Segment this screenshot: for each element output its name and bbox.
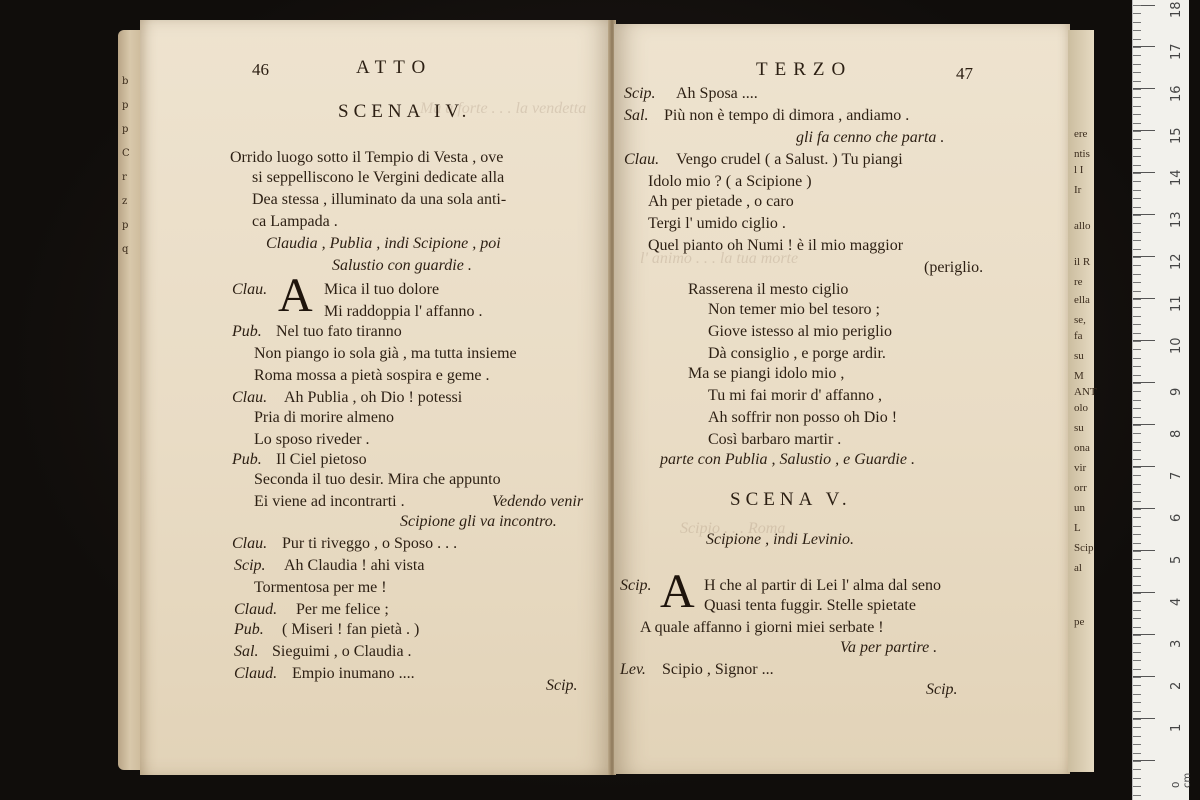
- ruler-number: 11: [1169, 295, 1184, 312]
- ruler-minor-tick: [1133, 669, 1141, 670]
- ruler-minor-tick: [1133, 568, 1141, 569]
- ruler-minor-tick: [1133, 13, 1141, 14]
- verse-line: Seconda il tuo desir. Mira che appunto: [254, 471, 501, 488]
- speaker-label: Lev.: [620, 661, 646, 678]
- running-head: ATTO: [356, 57, 433, 78]
- ruler-minor-tick: [1133, 433, 1141, 434]
- verse-line: Non piango io sola già , ma tutta insieme: [254, 345, 517, 362]
- ruler-minor-tick: [1133, 307, 1141, 308]
- ruler-number: 7: [1169, 471, 1184, 480]
- ruler-minor-tick: [1133, 106, 1141, 107]
- ruler-minor-tick: [1133, 165, 1141, 166]
- ruler-minor-tick: [1133, 702, 1141, 703]
- scene-title: SCENA V.: [730, 489, 852, 510]
- ruler-minor-tick: [1133, 408, 1141, 409]
- aria-line: Ah soffrir non posso oh Dio !: [708, 409, 898, 426]
- ruler-minor-tick: [1133, 47, 1141, 48]
- underpage-fragment: orr: [1074, 482, 1087, 494]
- verse-line: Sieguimi , o Claudia .: [272, 643, 412, 660]
- underpage-fragment: se,: [1074, 314, 1086, 326]
- ruler-minor-tick: [1133, 727, 1141, 728]
- ruler-minor-tick: [1133, 139, 1141, 140]
- ruler-minor-tick: [1133, 719, 1141, 720]
- ruler-minor-tick: [1133, 501, 1141, 502]
- ruler-number: 2: [1169, 681, 1184, 690]
- ruler-number: 1: [1169, 723, 1184, 732]
- catchword: Scip.: [546, 677, 578, 694]
- verse-line: Pria di morire almeno: [254, 409, 394, 426]
- drop-capital: A: [660, 565, 695, 618]
- ruler-minor-tick: [1133, 64, 1141, 65]
- verse-line: Scipio , Signor ...: [662, 661, 774, 678]
- ruler-minor-tick: [1133, 559, 1141, 560]
- ruler-number: 9: [1169, 387, 1184, 396]
- speaker-label: Claud.: [234, 665, 278, 682]
- verse-line: A quale affanno i giorni miei serbate !: [640, 619, 884, 636]
- verse-line: Empio inumano ....: [292, 665, 415, 682]
- underlying-page-edge: [1068, 30, 1097, 772]
- ruler-minor-tick: [1133, 442, 1141, 443]
- ruler-minor-tick: [1133, 694, 1141, 695]
- ruler-minor-tick: [1133, 358, 1141, 359]
- underpage-fragment: l I: [1074, 164, 1084, 176]
- aria-line: Giove istesso al mio periglio: [708, 323, 892, 340]
- underpage-fragment: ona: [1074, 442, 1090, 454]
- ruler-minor-tick: [1133, 375, 1141, 376]
- ruler-minor-tick: [1133, 240, 1141, 241]
- ruler-minor-tick: [1133, 635, 1141, 636]
- ruler-minor-tick: [1133, 173, 1141, 174]
- ruler-minor-tick: [1133, 534, 1141, 535]
- ruler-minor-tick: [1133, 207, 1141, 208]
- ruler-minor-tick: [1133, 400, 1141, 401]
- ruler-minor-tick: [1133, 467, 1141, 468]
- measurement-ruler: [1132, 0, 1193, 800]
- ruler-minor-tick: [1133, 761, 1141, 762]
- bleed-through: Ma a forte . . . la vendetta: [420, 100, 587, 117]
- ruler-minor-tick: [1133, 316, 1141, 317]
- ruler-minor-tick: [1133, 333, 1141, 334]
- ruler-minor-tick: [1133, 610, 1141, 611]
- ruler-minor-tick: [1133, 417, 1141, 418]
- ruler-number: 12: [1169, 253, 1184, 270]
- ruler-minor-tick: [1133, 89, 1141, 90]
- verse-line: Ah Claudia ! ahi vista: [284, 557, 425, 574]
- ruler-minor-tick: [1133, 215, 1141, 216]
- underpage-fragment: L: [1074, 522, 1081, 534]
- ruler-minor-tick: [1133, 593, 1141, 594]
- verse-line: Mica il tuo dolore: [324, 281, 440, 298]
- ruler-minor-tick: [1133, 543, 1141, 544]
- underpage-fragment: un: [1074, 502, 1085, 514]
- characters-line: Salustio con guardie .: [332, 257, 472, 274]
- verse-line: Nel tuo fato tiranno: [276, 323, 402, 340]
- verse-line: Per me felice ;: [296, 601, 389, 618]
- ruler-minor-tick: [1133, 198, 1141, 199]
- ruler-number: 17: [1169, 43, 1184, 60]
- characters-line: Claudia , Publia , indi Scipione , poi: [266, 235, 501, 252]
- ruler-minor-tick: [1133, 753, 1141, 754]
- catchword: Scip.: [926, 681, 958, 698]
- underpage-fragment: re: [1074, 276, 1083, 288]
- ruler-minor-tick: [1133, 274, 1141, 275]
- ruler-minor-tick: [1133, 97, 1141, 98]
- ruler-minor-tick: [1133, 585, 1141, 586]
- stage-direction: gli fa cenno che parta .: [796, 129, 945, 146]
- verse-line: Quasi tenta fuggir. Stelle spietate: [704, 597, 916, 614]
- ruler-unit: 0 cm: [1171, 772, 1193, 788]
- ruler-minor-tick: [1133, 291, 1141, 292]
- aria-line: Così barbaro martir .: [708, 431, 842, 448]
- ruler-minor-tick: [1133, 677, 1141, 678]
- ruler-minor-tick: [1133, 475, 1141, 476]
- ruler-minor-tick: [1133, 450, 1141, 451]
- ruler-number: 6: [1169, 513, 1184, 522]
- speaker-label: Sal.: [624, 107, 649, 124]
- verse-line: (periglio.: [924, 259, 984, 276]
- speaker-label: Clau.: [624, 151, 660, 168]
- ruler-minor-tick: [1133, 795, 1141, 796]
- ruler-minor-tick: [1133, 324, 1141, 325]
- ruler-number: 18: [1169, 1, 1184, 18]
- underpage-fragment: ANT: [1074, 386, 1097, 398]
- underpage-fragment: fa: [1074, 330, 1083, 342]
- ruler-minor-tick: [1133, 711, 1141, 712]
- verse-line: Roma mossa a pietà sospira e geme .: [254, 367, 490, 384]
- ruler-minor-tick: [1133, 257, 1141, 258]
- ruler-minor-tick: [1133, 181, 1141, 182]
- ruler-minor-tick: [1133, 736, 1141, 737]
- ruler-number: 10: [1169, 337, 1184, 354]
- underpage-fragment: al: [1074, 562, 1082, 574]
- verse-line: Ah per pietade , o caro: [648, 193, 794, 210]
- ruler-minor-tick: [1133, 509, 1141, 510]
- ruler-minor-tick: [1133, 39, 1141, 40]
- ruler-minor-tick: [1133, 484, 1141, 485]
- ruler-minor-tick: [1133, 249, 1141, 250]
- bleed-through: Scipio . . . Roma .: [680, 520, 794, 537]
- verse-line: Ah Sposa ....: [676, 85, 758, 102]
- stage-direction: Va per partire .: [840, 639, 938, 656]
- underpage-fragment: ella: [1074, 294, 1090, 306]
- ruler-number: 4: [1169, 597, 1184, 606]
- ruler-minor-tick: [1133, 652, 1141, 653]
- ruler-minor-tick: [1133, 148, 1141, 149]
- ruler-number: 8: [1169, 429, 1184, 438]
- ruler-minor-tick: [1133, 601, 1141, 602]
- ruler-minor-tick: [1133, 114, 1141, 115]
- ruler-minor-tick: [1133, 627, 1141, 628]
- ruler-minor-tick: [1133, 349, 1141, 350]
- underpage-fragment: allo: [1074, 220, 1091, 232]
- speaker-label: Pub.: [232, 451, 262, 468]
- underpage-fragment: Scip: [1074, 542, 1094, 554]
- ruler-minor-tick: [1133, 123, 1141, 124]
- ruler-minor-tick: [1133, 341, 1141, 342]
- stage-direction: Vedendo venir: [492, 493, 584, 510]
- verse-line: Il Ciel pietoso: [276, 451, 367, 468]
- verse-line: Ah Publia , oh Dio ! potessi: [284, 389, 463, 406]
- ruler-minor-tick: [1133, 22, 1141, 23]
- ruler-minor-tick: [1133, 131, 1141, 132]
- ruler-number: 3: [1169, 639, 1184, 648]
- underpage-fragment: vir: [1074, 462, 1087, 474]
- stage-setting-line: ca Lampada .: [252, 213, 338, 230]
- ruler-minor-tick: [1133, 391, 1141, 392]
- ruler-minor-tick: [1133, 81, 1141, 82]
- ruler-minor-tick: [1133, 685, 1141, 686]
- stage-setting-line: si seppelliscono le Vergini dedicate alla: [252, 169, 505, 186]
- stage-setting-line: Orrido luogo sotto il Tempio di Vesta , ove: [230, 149, 504, 166]
- ruler-number: 5: [1169, 555, 1184, 564]
- aria-line: Rasserena il mesto ciglio: [688, 281, 849, 298]
- underpage-fragment: ntis: [1074, 148, 1090, 160]
- aria-line: Tu mi fai morir d' affanno ,: [708, 387, 882, 404]
- underpage-fragment: pe: [1074, 616, 1085, 628]
- ruler-minor-tick: [1133, 265, 1141, 266]
- ruler-minor-tick: [1133, 492, 1141, 493]
- verse-line: Mi raddoppia l' affanno .: [324, 303, 483, 320]
- ruler-number: 13: [1169, 211, 1184, 228]
- verse-line: Vengo crudel ( a Salust. ) Tu piangi: [676, 151, 903, 168]
- drop-capital: A: [278, 269, 313, 322]
- underpage-fragment: su: [1074, 350, 1084, 362]
- speaker-label: Scip.: [624, 85, 656, 102]
- aria-line: Dà consiglio , e porge ardir.: [708, 345, 886, 362]
- speaker-label: Scip.: [234, 557, 266, 574]
- speaker-label: Scip.: [620, 577, 652, 594]
- characters-line: Scipione , indi Levinio.: [706, 531, 854, 548]
- bleed-through: l' animo . . . la tua morte: [640, 250, 799, 267]
- ruler-number: 14: [1169, 169, 1184, 186]
- ruler-minor-tick: [1133, 190, 1141, 191]
- ruler-minor-tick: [1133, 660, 1141, 661]
- ruler-minor-tick: [1133, 459, 1141, 460]
- ruler-minor-tick: [1133, 5, 1141, 6]
- verse-line: Tormentosa per me !: [254, 579, 387, 596]
- ruler-number: 15: [1169, 127, 1184, 144]
- speaker-label: Claud.: [234, 601, 278, 618]
- ruler-minor-tick: [1133, 517, 1141, 518]
- ruler-minor-tick: [1133, 786, 1141, 787]
- stage-setting-line: Dea stessa , illuminato da una sola anti-: [252, 191, 507, 208]
- verse-line: H che al partir di Lei l' alma dal seno: [704, 577, 942, 594]
- verse-line: ( Miseri ! fan pietà . ): [282, 621, 420, 638]
- verse-line: Tergi l' umido ciglio .: [648, 215, 786, 232]
- ruler-minor-tick: [1133, 55, 1141, 56]
- ruler-minor-tick: [1133, 282, 1141, 283]
- running-head: TERZO: [756, 59, 853, 80]
- ruler-minor-tick: [1133, 618, 1141, 619]
- verse-line: Ei viene ad incontrarti .: [254, 493, 405, 510]
- ruler-minor-tick: [1133, 383, 1141, 384]
- underpage-fragment: ere: [1074, 128, 1088, 140]
- stage-direction: parte con Publia , Salustio , e Guardie .: [660, 451, 915, 468]
- verse-line: Pur ti riveggo , o Sposo . . .: [282, 535, 458, 552]
- verse-line: Più non è tempo di dimora , andiamo .: [664, 107, 910, 124]
- ruler-minor-tick: [1133, 526, 1141, 527]
- ruler-minor-tick: [1133, 223, 1141, 224]
- speaker-label: Clau.: [232, 535, 268, 552]
- speaker-label: Pub.: [232, 323, 262, 340]
- speaker-label: Clau.: [232, 281, 268, 298]
- ruler-minor-tick: [1133, 72, 1141, 73]
- speaker-label: Sal.: [234, 643, 259, 660]
- ruler-minor-tick: [1133, 576, 1141, 577]
- ruler-minor-tick: [1133, 156, 1141, 157]
- underpage-fragment: su: [1074, 422, 1084, 434]
- page-number: 47: [956, 64, 973, 83]
- aria-line: Non temer mio bel tesoro ;: [708, 301, 880, 318]
- ruler-minor-tick: [1133, 425, 1141, 426]
- ruler-minor-tick: [1133, 643, 1141, 644]
- page-number: 46: [252, 60, 269, 79]
- ruler-minor-tick: [1133, 769, 1141, 770]
- ruler-minor-tick: [1133, 299, 1141, 300]
- verse-line: Quel pianto oh Numi ! è il mio maggior: [648, 237, 904, 254]
- underpage-fragment: M: [1074, 370, 1084, 382]
- underpage-fragment: olo: [1074, 402, 1089, 414]
- ruler-minor-tick: [1133, 551, 1141, 552]
- ruler-minor-tick: [1133, 30, 1141, 31]
- ruler-minor-tick: [1133, 232, 1141, 233]
- spine-edge-text: b p p C r z p q: [122, 76, 130, 255]
- scene-title: SCENA IV.: [338, 101, 472, 122]
- verse-line: Idolo mio ? ( a Scipione ): [648, 173, 812, 190]
- underpage-fragment: il R: [1074, 256, 1091, 268]
- ruler-minor-tick: [1133, 744, 1141, 745]
- underpage-fragment: Ir: [1074, 184, 1082, 196]
- aria-line: Ma se piangi idolo mio ,: [688, 365, 845, 382]
- speaker-label: Clau.: [232, 389, 268, 406]
- speaker-label: Pub.: [234, 621, 264, 638]
- stage-direction: Scipione gli va incontro.: [400, 513, 557, 530]
- ruler-minor-tick: [1133, 778, 1141, 779]
- ruler-minor-tick: [1133, 366, 1141, 367]
- verse-line: Lo sposo riveder .: [254, 431, 370, 448]
- ruler-number: 16: [1169, 85, 1184, 102]
